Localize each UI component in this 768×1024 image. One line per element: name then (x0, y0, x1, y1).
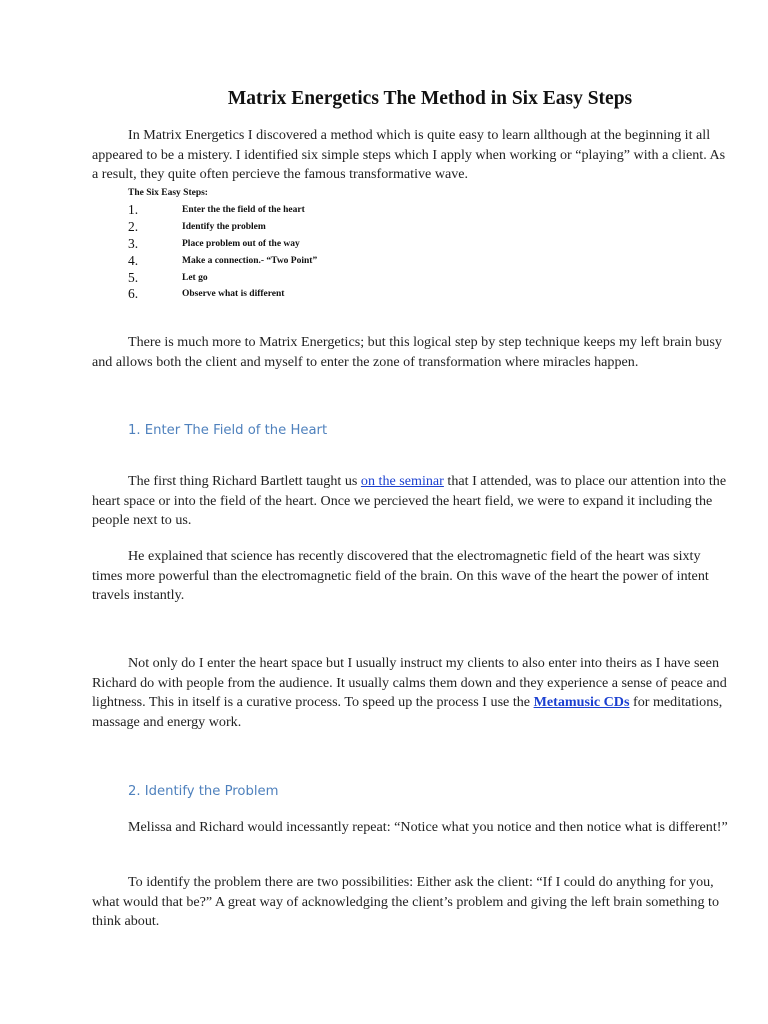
step-number: 2. (128, 219, 139, 235)
heart-paragraph-3-rest: for meditations, massage and energy work. (92, 694, 723, 730)
document-title: Matrix Energetics The Method in Six Easy Steps (227, 88, 633, 109)
problem-paragraph-1: Melissa and Richard would incessantly repeat: “Notice what you notice and then notice what is different!” (128, 819, 728, 835)
list-item (128, 269, 317, 286)
step-text: Observe what is different (182, 289, 285, 300)
seminar-link[interactable]: on the seminar (360, 473, 444, 489)
list-item (128, 252, 317, 269)
heart-paragraph-3-text: Not only do I enter the heart space but I usually instruct my clients to also enter into theirs as I have seen Richard do with people from the audience. It usually calms them down and they experience a sense of peace and lightness. This in itself is a curative process. To speed up the process I use the (92, 655, 727, 710)
heart-paragraph-1-text: The first thing Richard Bartlett taught us (128, 473, 361, 489)
step-number: 4. (128, 252, 139, 268)
intro-paragraph: In Matrix Energetics I discovered a method which is quite easy to learn allthough at the beginning it all appeared to be a mistery. I identified six simple steps which I apply when working or “playing” with a client. As a result, they quite often percieve the famous transformative wave. (92, 127, 726, 182)
step-text: Make a connection.- “Two Point” (182, 255, 318, 266)
list-item (128, 202, 317, 219)
list-item (128, 236, 317, 253)
section-heading-problem: 2. Identify the Problem (128, 784, 279, 799)
step-number: 1. (128, 202, 139, 218)
list-item (128, 219, 317, 236)
problem-paragraph-2: To identify the problem there are two possibilities: Either ask the client: “If I could do anything for you, what would that be?” A great way of acknowledging the client’s problem and giving the left brain something to think about. (92, 874, 720, 929)
steps-label: The Six Easy Steps: (128, 188, 208, 198)
step-number: 5. (128, 269, 139, 285)
step-text: Place problem out of the way (182, 238, 300, 249)
section-heading-heart: 1. Enter The Field of the Heart (128, 423, 328, 438)
heart-paragraph-1 (92, 472, 732, 531)
step-text: Enter the the field of the heart (182, 205, 305, 216)
step-number: 6. (128, 286, 139, 302)
heart-paragraph-1-rest: that I attended, was to place our attention into the heart space or into the field of the heart. Once we percieved the heart field, we were to expand it including the people next to us. (92, 473, 727, 528)
step-text: Identify the problem (182, 222, 266, 233)
metamusic-link[interactable]: Metamusic CDs (533, 694, 630, 710)
summary-paragraph: There is much more to Matrix Energetics; but this logical step by step technique keeps my left brain busy and allows both the client and myself to enter the zone of transformation where miracles happen. (92, 334, 722, 370)
step-number: 3. (128, 235, 139, 251)
step-text: Let go (182, 272, 208, 283)
steps-list (128, 202, 317, 303)
heart-paragraph-2: He explained that science has recently discovered that the electromagnetic field of the heart was sixty times more powerful than the electromagnetic field of the brain. On this wave of the heart the power of intent travels instantly. (92, 548, 709, 603)
heart-paragraph-3 (92, 654, 732, 732)
list-item (128, 286, 317, 303)
